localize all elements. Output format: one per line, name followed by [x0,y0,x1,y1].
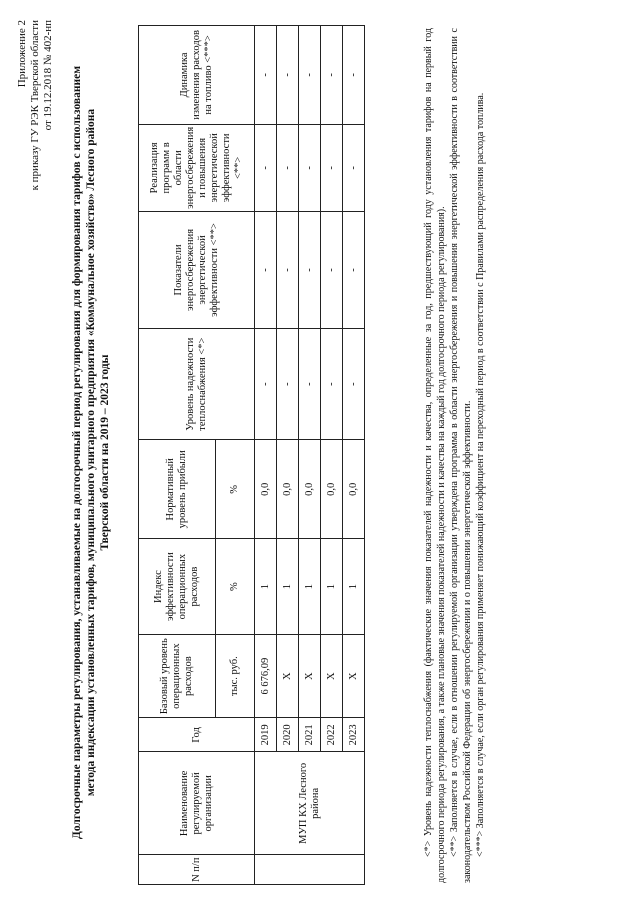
cell-reliability: - [343,329,365,440]
heading-line-2: метода индексации установленных тарифов, муниципального унитарного предприятия «Коммунальное хозяйство» Лесного района [85,108,97,797]
cell-index: 1 [321,539,343,634]
cell-program: - [321,124,343,211]
cell-fuel: - [277,26,299,125]
cell-base: Х [277,634,299,718]
heading-line-1: Долгосрочные параметры регулирования, устанавливаемые на долгосрочный период регулирования для формирования тарифов с использованием [71,65,83,840]
cell-reliability: - [277,329,299,440]
cell-year: 2021 [299,718,321,752]
cell-energy: - [299,211,321,328]
header-reliability: Уровень надежности теплоснабжения <*> [139,329,255,440]
cell-profit: 0,0 [299,440,321,539]
cell-index: 1 [299,539,321,634]
cell-year: 2020 [277,718,299,752]
unit-index: % [216,539,255,634]
unit-base: тыс. руб. [216,634,255,718]
header-num: N п/п [139,855,255,885]
footnotes [422,28,487,883]
cell-base: Х [299,634,321,718]
cell-base: 6 676,09 [255,634,277,718]
cell-program: - [343,124,365,211]
appendix-reference [16,20,55,190]
cell-index: 1 [277,539,299,634]
heading-line-3: Тверской области на 2019 – 2023 годы [99,354,111,551]
header-base-expenses: Базовый уровень операционных расходов [139,634,216,718]
parameters-table [138,25,365,885]
footnote-reliability: <*> Уровень надежности теплоснабжения (фактические значения показателей надежности и качества, определенные за год, предшествующий году установления тарифов на первый год долгосрочного периода регулирования, а также плановые значения показателей надежности и качества на каждый год долгосрочного периода регулирования). [423,28,447,883]
header-energy-saving: Показатели энергосбережения энергетической эффективности <**> [139,211,255,328]
document-heading [70,30,112,875]
cell-base: Х [343,634,365,718]
cell-fuel: - [255,26,277,125]
appendix-title: Приложение 2 [16,20,28,88]
header-efficiency-index: Индекс эффективности операционных расходов [139,539,216,634]
cell-fuel: - [321,26,343,125]
header-program: Реализация программ в области энергосбережения и повышения энергетической эффективности <**> [139,124,255,211]
row-number [255,855,365,885]
cell-fuel: - [299,26,321,125]
cell-energy: - [277,211,299,328]
cell-energy: - [321,211,343,328]
cell-program: - [255,124,277,211]
cell-profit: 0,0 [343,440,365,539]
header-year: Год [139,718,255,752]
appendix-date: от 19.12.2018 № 402-нп [42,20,54,131]
cell-profit: 0,0 [255,440,277,539]
cell-index: 1 [255,539,277,634]
cell-base: Х [321,634,343,718]
appendix-order: к приказу ГУ РЭК Тверской области [29,20,41,191]
cell-energy: - [343,211,365,328]
organization-name: МУП КХ Лесного района [255,752,365,855]
cell-reliability: - [299,329,321,440]
table-row [255,26,277,885]
cell-reliability: - [255,329,277,440]
cell-program: - [277,124,299,211]
cell-fuel: - [343,26,365,125]
cell-year: 2023 [343,718,365,752]
header-fuel-dynamics: Динамика изменения расходов на топливо <***> [139,26,255,125]
table-header-row [139,26,216,885]
cell-year: 2019 [255,718,277,752]
cell-energy: - [255,211,277,328]
header-profit-level: Нормативный уровень прибыли [139,440,216,539]
header-organization: Наименование регулируемой организации [139,752,255,855]
footnote-energy-program: <**> Заполняется в случае, если в отношении регулируемой организации утверждена программа в области энергосбережения и повышения энергетической эффективности в соответствии с законодательством Российской Федерации об энергосбережении и о повышении энергетической эффективности. [449,28,473,883]
unit-profit: % [216,440,255,539]
cell-profit: 0,0 [321,440,343,539]
cell-program: - [299,124,321,211]
footnote-fuel: <***> Заполняется в случае, если орган регулирования применяет понижающий коэффициент на переходный период в соответствии с Правилами распределения расхода топлива. [475,92,486,857]
cell-reliability: - [321,329,343,440]
cell-index: 1 [343,539,365,634]
cell-profit: 0,0 [277,440,299,539]
cell-year: 2022 [321,718,343,752]
